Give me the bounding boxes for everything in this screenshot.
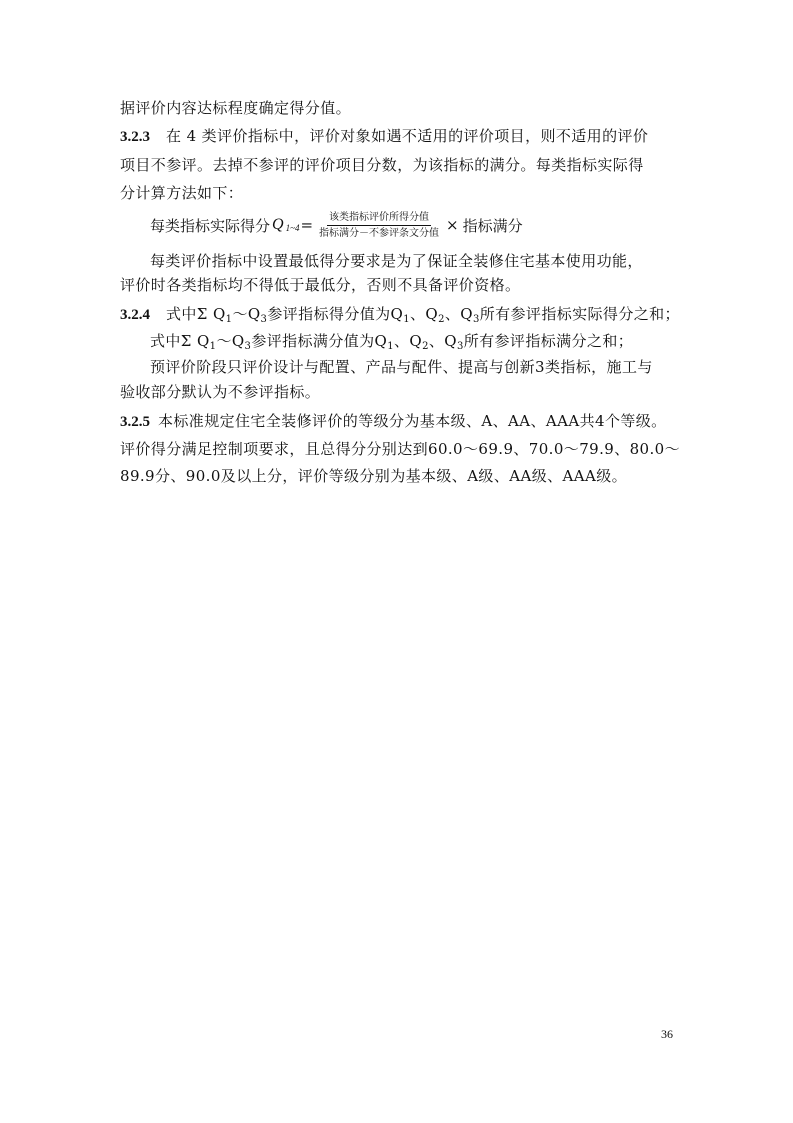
formula-text: 式中Σ Q: [150, 332, 210, 350]
formula-text: 、Q: [428, 332, 457, 350]
formula-subscript: 1~4: [285, 223, 300, 233]
subscript: 1: [209, 341, 217, 352]
formula-text: ～Q: [232, 305, 261, 323]
clause-text: 分计算方法如下：: [120, 184, 244, 202]
clause-number: 3.2.3: [120, 129, 150, 145]
paragraph-text: 评价时各类指标均不得低于最低分，否则不具备评价资格。: [120, 276, 521, 294]
paragraph-text: 每类评价指标中设置最低得分要求是为了保证全装修住宅基本使用功能，: [150, 252, 643, 270]
page-number: 36: [661, 1027, 673, 1041]
formula-denominator: 指标满分－不参评条文分值: [319, 227, 440, 239]
formula-equals: =: [300, 216, 314, 234]
subscript: 2: [438, 314, 445, 325]
formula-fraction: [317, 211, 441, 240]
clause-3-2-3-line-2: [120, 155, 644, 175]
clause-text: 在 4 类评价指标中，评价对象如遇不适用的评价项目，则不适用的评价: [166, 127, 649, 145]
subscript: 3: [456, 341, 464, 352]
formula-rhs-label: 指标满分: [462, 216, 523, 235]
formula-numerator: 该类指标评价所得分值: [327, 211, 431, 226]
paragraph-line: [150, 251, 643, 271]
subscript: 2: [422, 341, 429, 352]
formula-text: 、Q: [444, 305, 473, 323]
formula-lhs-label: 每类指标实际得分: [150, 216, 271, 235]
formula-variable: Q: [272, 216, 284, 233]
formula-text: 参评指标满分值为Q: [251, 332, 388, 350]
formula-text: 参评指标得分值为Q: [267, 305, 404, 323]
clause-text: 89.9分、90.0及以上分，评价等级分别为基本级、A级、AA级、AAA级。: [120, 467, 627, 485]
clause-3-2-4-line-4: [120, 382, 320, 402]
clause-3-2-4-line-1: [120, 304, 680, 325]
paragraph-text: 据评价内容达标程度确定得分值。: [120, 99, 352, 117]
subscript: 1: [225, 314, 233, 325]
clause-3-2-5-line-2: [120, 439, 680, 459]
clause-3-2-5-line-3: [120, 466, 627, 486]
formula-text: 、Q: [393, 332, 423, 350]
paragraph-line: [120, 275, 520, 295]
formula-text: 所有参评指标实际得分之和；: [479, 305, 680, 323]
subscript: 1: [387, 341, 394, 352]
clause-3-2-5-line-1: [120, 411, 667, 432]
formula-text: ～Q: [216, 332, 245, 350]
clause-text: 本标准规定住宅全装修评价的等级分为基本级、A、AA、AAA共4个等级。: [158, 412, 667, 430]
clause-number: 3.2.5: [120, 414, 150, 430]
clause-text: 项目不参评。去掉不参评的评价项目分数，为该指标的满分。每类指标实际得: [120, 156, 644, 174]
subscript: 3: [244, 341, 252, 352]
clause-3-2-3-line-1: [120, 126, 648, 147]
clause-number: 3.2.4: [120, 307, 150, 323]
subscript: 1: [403, 314, 410, 325]
score-formula: [150, 208, 523, 242]
formula-text: 式中Σ Q: [166, 305, 226, 323]
subscript: 3: [260, 314, 268, 325]
clause-3-2-3-line-3: [120, 183, 243, 203]
formula-times: ×: [446, 216, 459, 234]
clause-text: 验收部分默认为不参评指标。: [120, 383, 321, 401]
subscript: 3: [472, 314, 480, 325]
formula-text: 、Q: [409, 305, 439, 323]
paragraph-line: [120, 98, 351, 118]
clause-3-2-4-line-2: [150, 331, 633, 351]
clause-text: 评价得分满足控制项要求，且总得分分别达到60.0～69.9、70.0～79.9、80.0～: [120, 440, 680, 458]
clause-3-2-4-line-3: [150, 357, 653, 377]
clause-text: 预评价阶段只评价设计与配置、产品与配件、提高与创新3类指标，施工与: [150, 358, 653, 376]
formula-text: 所有参评指标满分之和；: [463, 332, 634, 350]
